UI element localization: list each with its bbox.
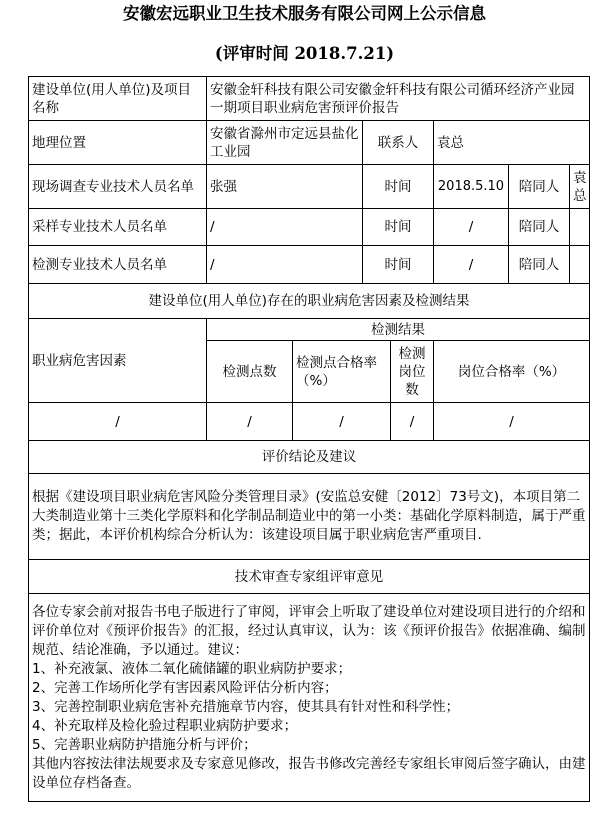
escort-value [570,209,590,246]
contact-value: 袁总 [434,121,590,165]
hazard-cell: / [207,403,293,441]
escort-label: 陪同人 [509,165,570,209]
hazard-header-row [29,319,590,341]
review-item: 2、完善工作场所化学有害因素风险评估分析内容； [32,679,338,696]
staff-row [29,165,590,209]
hazard-section-row [29,284,590,319]
col-post-rate: 岗位合格率（%） [434,341,590,403]
review-title-row [29,560,590,594]
review-intro: 各位专家会前对报告书电子版进行了审阅，评审会上听取了建设单位对建设项目进行的介绍和评价单位对《预评价报告》的汇报，经过认真审议，认为：该《预评价报告》依据准确、编制规范、结论准确，予以通过。建议： [32,603,586,658]
escort-label: 陪同人 [509,246,570,284]
review-item: 4、补充取样及检化验过程职业病防护要求； [32,717,298,734]
contact-label: 联系人 [363,121,434,165]
staff-row [29,209,590,246]
time-label: 时间 [363,165,434,209]
project-row [29,77,590,121]
disclosure-table [28,76,590,802]
hazard-cell: / [29,403,207,441]
hazard-cell: / [434,403,590,441]
location-value: 安徽省滁州市定远县盐化工业园 [207,121,363,165]
conclusion-row [29,474,590,560]
location-label: 地理位置 [29,121,207,165]
location-row [29,121,590,165]
time-value: / [434,209,509,246]
page-title: 安徽宏远职业卫生技术服务有限公司网上公示信息 [123,4,486,23]
review-content [29,594,590,802]
col-point-count: 检测点数 [207,341,293,403]
hazard-data-row [29,403,590,441]
unit-label: 建设单位(用人单位)及项目名称 [29,77,207,121]
escort-value [570,246,590,284]
staff-label: 采样专业技术人员名单 [29,209,207,246]
hazard-section-title: 建设单位(用人单位)存在的职业病危害因素及检测结果 [29,284,590,319]
staff-name: / [207,209,363,246]
time-value: 2018.5.10 [434,165,509,209]
conclusion-title-row [29,441,590,474]
review-item: 3、完善控制职业病危害补充措施章节内容，使其具有针对性和科学性； [32,698,460,715]
time-label: 时间 [363,246,434,284]
col-post-count: 检测岗位数 [391,341,434,403]
hazard-cell: / [293,403,391,441]
review-time: (评审时间 2018.7.21) [214,44,395,63]
result-label: 检测结果 [207,319,590,341]
time-value: / [434,246,509,284]
col-point-rate: 检测点合格率（%） [293,341,391,403]
time-label: 时间 [363,209,434,246]
review-item: 5、完善职业病防护措施分析与评价； [32,736,257,753]
staff-label: 现场调查专业技术人员名单 [29,165,207,209]
review-item: 1、补充液氯、液体二氧化硫储罐的职业病防护要求； [32,660,352,677]
conclusion-text: 根据《建设项目职业病危害风险分类管理目录》(安监总安健〔2012〕73号文)，本项目第二大类制造业第十三类化学原料和化学制品制造业中的第一小类：基础化学原料制造，属于严重类；据此，本评价机构综合分析认为：该建设项目属于职业病危害严重项目. [29,474,590,560]
review-row [29,594,590,802]
review-title: 技术审查专家组评审意见 [29,560,590,594]
escort-value: 袁总 [570,165,590,209]
review-closing: 其他内容按法律法规要求及专家意见修改，报告书修改完善经专家组长审阅后签字确认，由建设单位存档备查。 [32,755,586,791]
escort-label: 陪同人 [509,209,570,246]
factor-label: 职业病危害因素 [29,319,207,403]
staff-name: / [207,246,363,284]
hazard-cell: / [391,403,434,441]
unit-value: 安徽金轩科技有限公司安徽金轩科技有限公司循环经济产业园一期项目职业病危害预评价报告 [207,77,590,121]
staff-label: 检测专业技术人员名单 [29,246,207,284]
conclusion-title: 评价结论及建议 [29,441,590,474]
staff-row [29,246,590,284]
staff-name: 张强 [207,165,363,209]
